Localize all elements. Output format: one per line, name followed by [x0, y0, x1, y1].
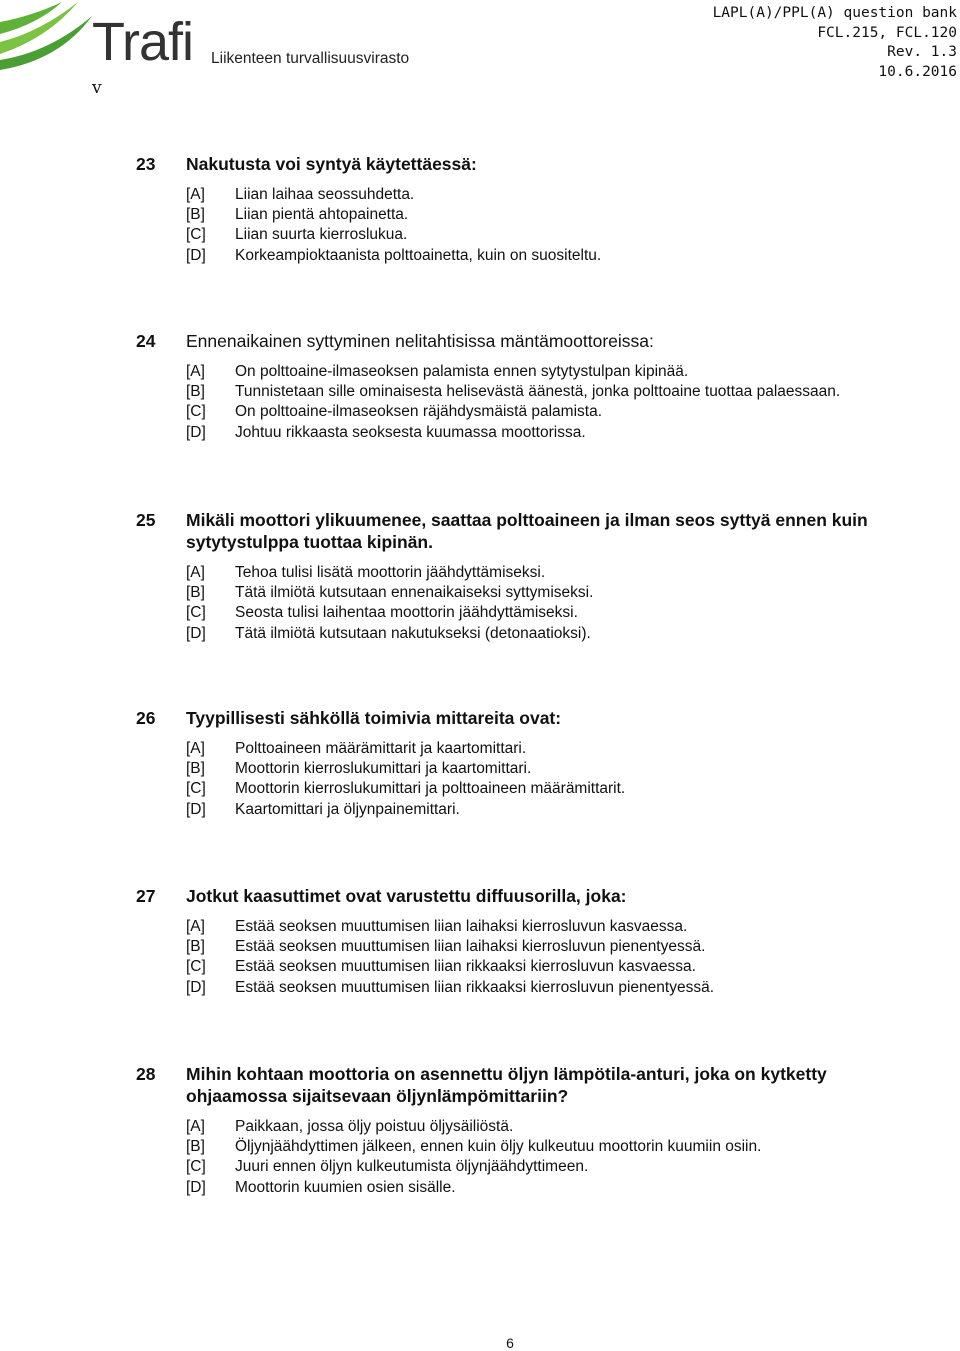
- question-26: [136, 707, 936, 820]
- answer-letter: [B]: [186, 383, 205, 401]
- question-number: 26: [136, 708, 156, 728]
- answer-list: [136, 185, 936, 266]
- answer-text: Estää seoksen muuttumisen liian rikkaaksi kierrosluvun pienentyessä.: [235, 978, 715, 996]
- revision: Rev. 1.3: [887, 44, 957, 60]
- answer-text: Moottorin kuumien osien sisälle.: [235, 1178, 456, 1196]
- answer-option-b: [136, 759, 936, 779]
- question-text: Mikäli moottori ylikuumenee, saattaa polttoaineen ja ilman seos syttyä ennen kuin sytytystulppa tuottaa kipinän.: [186, 510, 868, 552]
- answer-text: Tehoa tulisi lisätä moottorin jäähdyttämiseksi.: [235, 564, 546, 581]
- question-text: Nakutusta voi syntyä käytettäessä:: [186, 154, 477, 174]
- answer-text: Tunnistetaan sille ominaisesta helisevästä äänestä, jonka polttoaine tuottaa palaessaan.: [235, 383, 841, 401]
- answer-text: Estää seoksen muuttumisen liian laihaksi kierrosluvun kasvaessa.: [235, 918, 688, 935]
- question-number: 27: [136, 886, 156, 906]
- answer-letter: [C]: [186, 958, 206, 976]
- answer-text: Liian laihaa seossuhdetta.: [235, 186, 415, 203]
- answer-option-a: [136, 739, 936, 759]
- answer-letter: [D]: [186, 800, 206, 818]
- question-text: Mihin kohtaan moottoria on asennettu öljyn lämpötila-anturi, joka on kytketty ohjaamossa sijaitsevaan öljynlämpömittariin?: [186, 1064, 827, 1106]
- answer-option-c: [136, 1157, 936, 1177]
- answer-text: Kaartomittari ja öljynpainemittari.: [235, 800, 460, 818]
- answer-letter: [C]: [186, 604, 206, 622]
- answer-letter: [C]: [186, 403, 206, 421]
- answer-option-b: [136, 1137, 936, 1157]
- answer-text: Tätä ilmiötä kutsutaan ennenaikaiseksi syttymiseksi.: [235, 584, 594, 602]
- answer-text: Juuri ennen öljyn kulkeutumista öljynjäähdyttimeen.: [235, 1158, 589, 1176]
- answer-text: Liian suurta kierroslukua.: [235, 226, 408, 244]
- answer-letter: [A]: [186, 740, 205, 757]
- answer-text: On polttoaine-ilmaseoksen palamista ennen sytytystulpan kipinää.: [235, 363, 689, 380]
- brand-name: Trafi: [92, 12, 193, 72]
- answer-option-d: [136, 800, 936, 820]
- answer-text: Moottorin kierroslukumittari ja polttoaineen määrämittarit.: [235, 780, 626, 798]
- answer-letter: [A]: [186, 564, 205, 581]
- answer-text: Johtuu rikkaasta seoksesta kuumassa moottorissa.: [235, 423, 586, 441]
- answer-option-d: [136, 1178, 936, 1198]
- answer-option-a: [136, 563, 936, 583]
- question-text: Tyypillisesti sähköllä toimivia mittareita ovat:: [186, 708, 562, 728]
- answer-letter: [A]: [186, 918, 205, 935]
- answer-letter: [A]: [186, 363, 205, 380]
- answer-letter: [B]: [186, 206, 205, 224]
- question-27: [136, 885, 936, 998]
- answer-option-d: [136, 246, 936, 266]
- question-25: [136, 509, 936, 644]
- question-text: Jotkut kaasuttimet ovat varustettu diffuusorilla, joka:: [186, 886, 627, 906]
- trafi-swoosh-icon: [0, 2, 95, 72]
- question-number: 24: [136, 331, 156, 351]
- question-bank-title: LAPL(A)/PPL(A) question bank: [712, 5, 957, 21]
- answer-option-a: [136, 362, 936, 382]
- answer-option-d: [136, 624, 936, 644]
- answer-option-a: [136, 185, 936, 205]
- answer-letter: [D]: [186, 624, 206, 642]
- question-text: Ennenaikainen syttyminen nelitahtisissa mäntämoottoreissa:: [186, 331, 654, 351]
- document-date: 10.6.2016: [878, 63, 957, 80]
- answer-letter: [D]: [186, 1178, 206, 1196]
- answer-text: Tätä ilmiötä kutsutaan nakutukseksi (detonaatioksi).: [235, 624, 591, 642]
- answer-letter: [B]: [186, 1138, 205, 1156]
- answer-text: Polttoaineen määrämittarit ja kaartomittari.: [235, 740, 527, 757]
- answer-letter: [C]: [186, 780, 206, 798]
- document-info: [713, 4, 957, 82]
- answer-option-a: [136, 917, 936, 937]
- answer-list: [136, 1117, 936, 1198]
- answer-text: Liian pientä ahtopainetta.: [235, 206, 409, 224]
- answer-option-c: [136, 402, 936, 422]
- answer-letter: [C]: [186, 1158, 206, 1176]
- answer-list: [136, 362, 936, 443]
- answer-text: On polttoaine-ilmaseoksen räjähdysmäistä palamista.: [235, 403, 603, 421]
- trafi-logo: [0, 0, 420, 100]
- answer-text: Moottorin kierroslukumittari ja kaartomittari.: [235, 760, 532, 778]
- answer-letter: [B]: [186, 760, 205, 778]
- answer-letter: [D]: [186, 246, 206, 264]
- answer-list: [136, 917, 936, 998]
- answer-text: Estää seoksen muuttumisen liian rikkaaksi kierrosluvun kasvaessa.: [235, 958, 696, 976]
- answer-option-d: [136, 978, 936, 998]
- answer-option-b: [136, 937, 936, 957]
- answer-letter: [C]: [186, 226, 206, 244]
- answer-text: Paikkaan, jossa öljy poistuu öljysäiliöstä.: [235, 1118, 514, 1135]
- question-28: [136, 1063, 936, 1198]
- answer-text: Estää seoksen muuttumisen liian laihaksi kierrosluvun pienentyessä.: [235, 938, 706, 956]
- question-24: [136, 330, 936, 443]
- answer-option-b: [136, 583, 936, 603]
- answer-option-a: [136, 1117, 936, 1137]
- agency-name: Liikenteen turvallisuusvirasto: [211, 50, 410, 67]
- answer-option-b: [136, 382, 936, 402]
- answer-letter: [D]: [186, 423, 206, 441]
- answer-option-c: [136, 603, 936, 623]
- answer-letter: [B]: [186, 938, 205, 956]
- answer-letter: [B]: [186, 584, 205, 602]
- answer-letter: [A]: [186, 1118, 205, 1135]
- answer-text: Öljynjäähdyttimen jälkeen, ennen kuin öljy kulkeutuu moottorin kuumiin osiin.: [235, 1138, 762, 1156]
- answer-option-c: [136, 225, 936, 245]
- question-number: 28: [136, 1064, 156, 1084]
- question-number: 25: [136, 510, 156, 530]
- answer-letter: [D]: [186, 978, 206, 996]
- question-number: 23: [136, 154, 156, 174]
- answer-list: [136, 739, 936, 820]
- regulation-reference: FCL.215, FCL.120: [817, 24, 957, 41]
- answer-option-d: [136, 423, 936, 443]
- answer-text: Seosta tulisi laihentaa moottorin jäähdyttämiseksi.: [235, 604, 578, 622]
- answer-option-c: [136, 779, 936, 799]
- header-mark: v: [92, 78, 102, 98]
- page-number: 6: [506, 1335, 514, 1351]
- answer-text: Korkeampioktaanista polttoainetta, kuin on suositeltu.: [235, 246, 602, 264]
- question-23: [136, 153, 936, 266]
- answer-option-b: [136, 205, 936, 225]
- answer-letter: [A]: [186, 186, 205, 203]
- answer-option-c: [136, 957, 936, 977]
- answer-list: [136, 563, 936, 644]
